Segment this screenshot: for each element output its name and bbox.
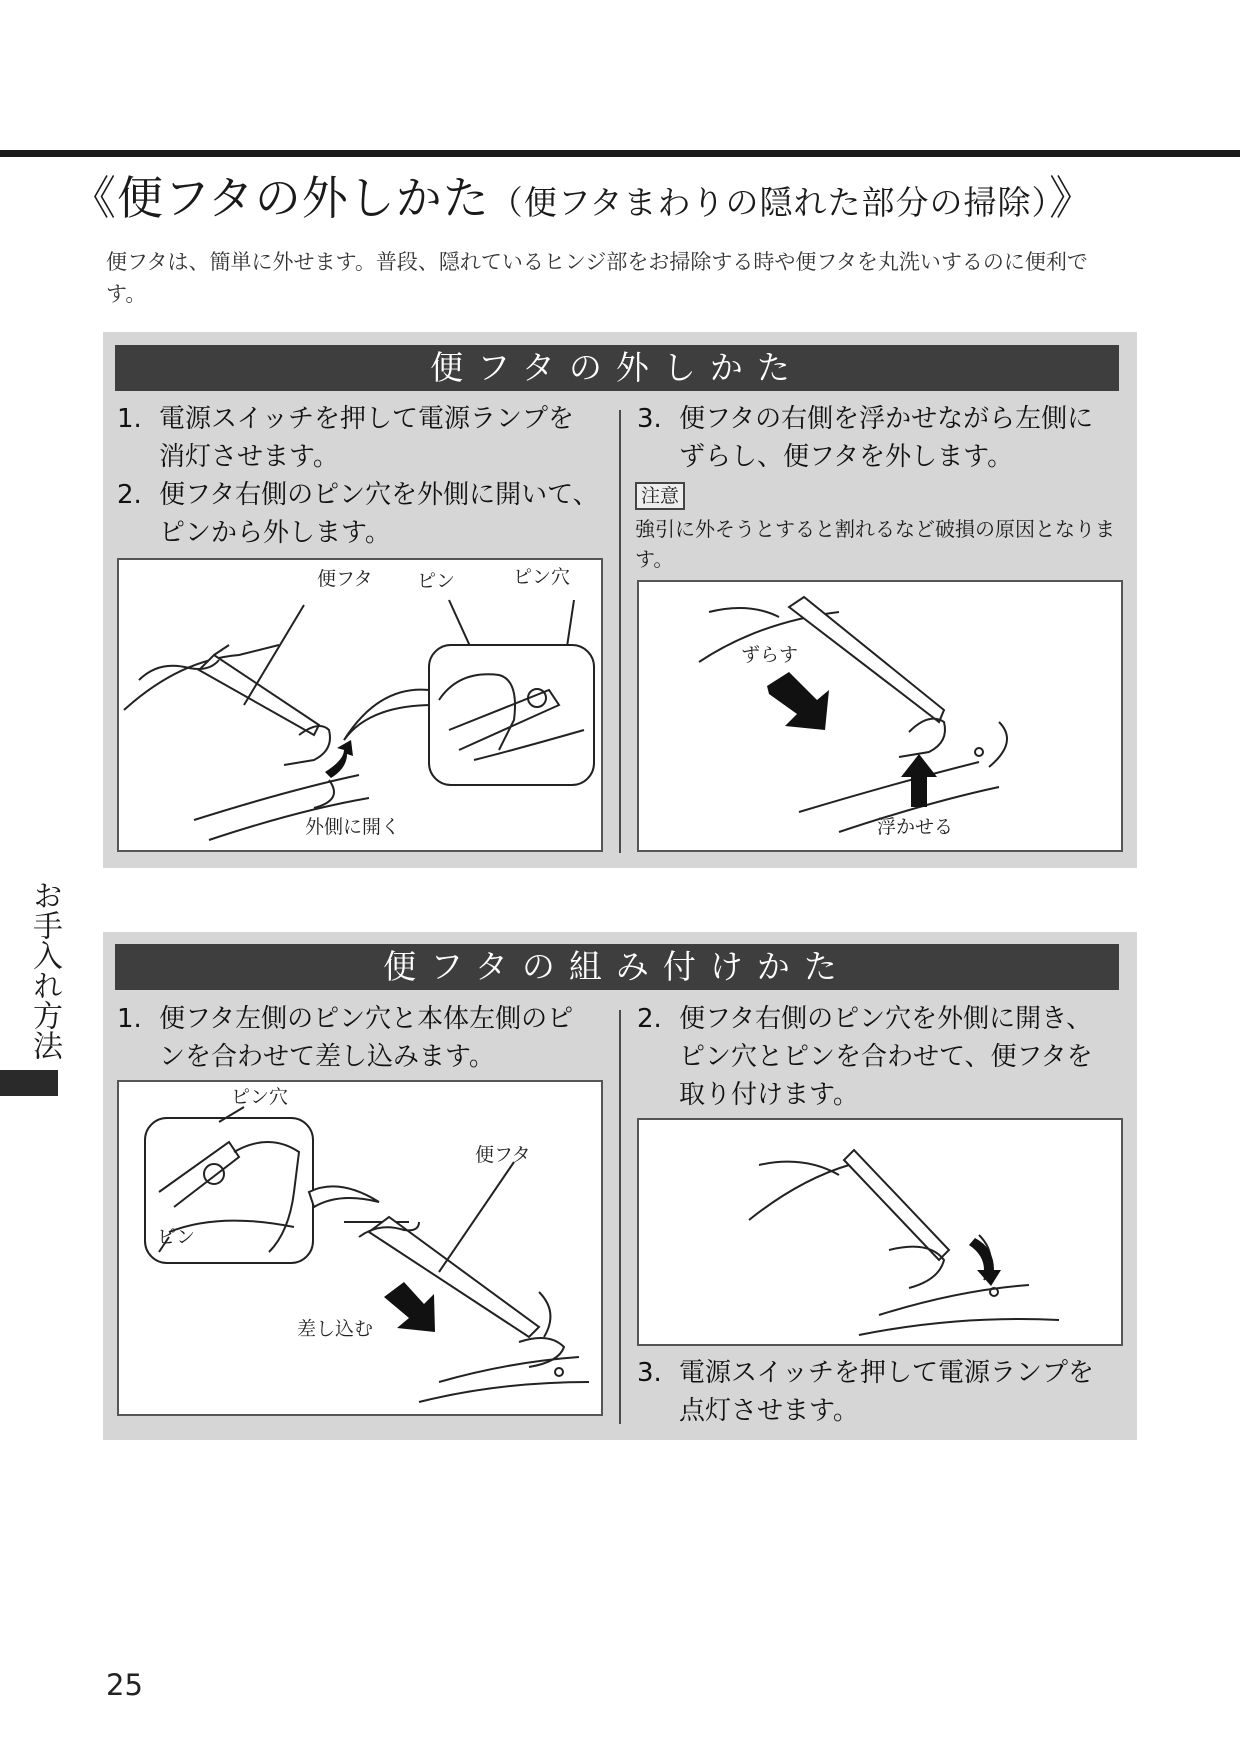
illustration-attach-lid [637,1118,1123,1346]
caution-badge: 注意 [635,482,685,510]
label-pin: ピン [157,1226,196,1248]
removal-heading: 便フタの外しかた [115,345,1119,391]
label-open-outward: 外側に開く [305,816,401,838]
label-slide: ずらす [741,644,799,666]
page-number: 25 [106,1668,143,1702]
page-title: 《便フタの外しかた（便フタまわりの隠れた部分の掃除）》 [70,171,1096,225]
label-pin-hole: ピン穴 [231,1086,289,1108]
illustration-insert-pin [117,1080,603,1416]
install-step-1: 1. 便フタ左側のピン穴と本体左側のピンを合わせて差し込みます。 [117,1004,574,1072]
top-rule [0,150,1240,157]
label-pin: ピン [417,570,456,592]
column-divider [619,410,621,853]
label-lid: 便フタ [475,1144,531,1166]
column-divider [619,1010,621,1424]
side-tab-marker [0,1070,58,1096]
illustration-slide-lift-drawing [639,582,1123,852]
illustration-insert-pin-drawing [119,1082,603,1416]
removal-step-3: 3. 便フタの右側を浮かせながら左側にずらし、便フタを外します。 [637,404,1094,472]
label-lift: 浮かせる [877,816,954,838]
side-tab: お手入れ方法 [27,880,62,1060]
illustration-slide-lift [637,580,1123,852]
removal-step-1: 1. 電源スイッチを押して電源ランプを消灯させます。 [117,404,574,472]
label-lid: 便フタ [317,568,373,590]
install-step-3: 3. 電源スイッチを押して電源ランプを点灯させます。 [637,1358,1094,1426]
illustration-remove-pin-drawing [119,560,603,852]
removal-step-2: 2. 便フタ右側のピン穴を外側に開いて、ピンから外します。 [117,480,599,548]
install-heading: 便フタの組み付けかた [115,944,1119,990]
label-insert: 差し込む [297,1318,374,1340]
install-step-2: 2. 便フタ右側のピン穴を外側に開き、ピン穴とピンを合わせて、便フタを取り付けます。 [637,1004,1093,1110]
caution-text: 強引に外そうとすると割れるなど破損の原因となります。 [635,517,1115,571]
illustration-remove-pin [117,558,603,852]
illustration-attach-lid-drawing [639,1120,1123,1346]
label-pin-hole: ピン穴 [513,566,571,588]
removal-panel [103,332,1137,868]
install-panel [103,932,1137,1440]
intro-text: 便フタは、簡単に外せます。普段、隠れているヒンジ部をお掃除する時や便フタを丸洗いするのに便利です。 [106,250,1088,306]
